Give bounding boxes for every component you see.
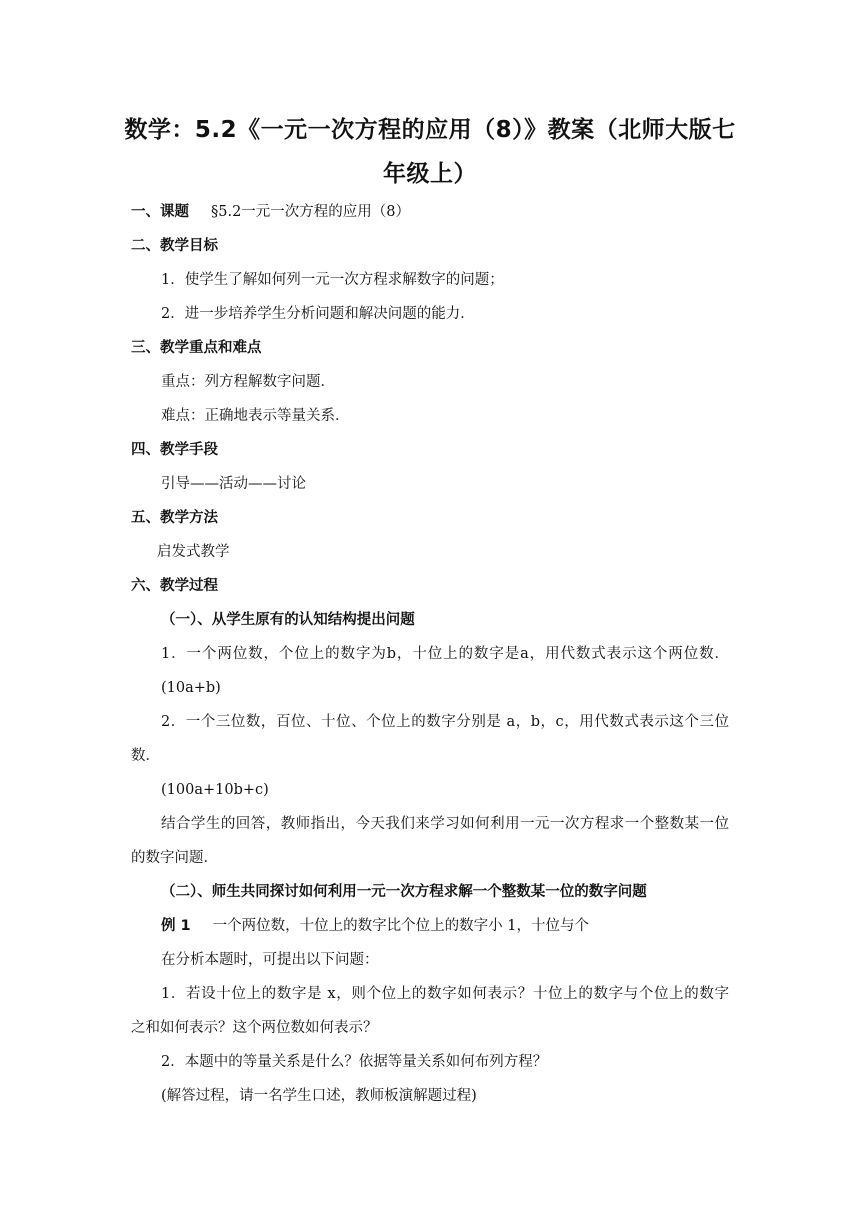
key-point-item: 重点：列方程解数字问题． [161,374,335,390]
objective-item: 2．进一步培养学生分析问题和解决问题的能力． [161,306,475,322]
question-item: 之和如何表示？这个两位数如何表示？ [131,1020,378,1036]
answer-expression: (100a+10b+c) [161,782,269,798]
objective-item: 1．使学生了解如何列一元一次方程求解数字的问题； [161,272,504,288]
section-heading: 一、课题 [131,204,189,220]
paragraph: 1．一个两位数，个位上的数字为b，十位上的数字是a，用代数式表示这个两位数． [161,646,729,662]
answer-expression: (10a+b) [161,680,221,696]
key-point-item: 难点：正确地表示等量关系． [161,408,350,424]
example-line [161,916,589,936]
section-heading: 四、教学手段 [131,442,218,458]
question-item: 2．本题中的等量关系是什么？依据等量关系如何布列方程？ [161,1054,548,1070]
section-topic [131,202,410,222]
example-text: 一个两位数，十位上的数字比个位上的数字小 1，十位与个 [212,918,589,934]
section-heading: 二、教学目标 [131,238,218,254]
subsection-title: （一）、从学生原有的认知结构提出问题 [161,612,415,628]
subsection-title: （二）、师生共同探讨如何利用一元一次方程求解一个整数某一位的数字问题 [161,884,647,900]
title-line-2: 年级上） [383,161,477,187]
note-text: (解答过程，请一名学生口述，教师板演解题过程) [161,1088,477,1104]
example-label: 例 1 [161,918,191,934]
topic-text: §5.2一元一次方程的应用（8） [211,204,411,220]
section-heading: 六、教学过程 [131,578,218,594]
section-heading: 三、教学重点和难点 [131,340,262,356]
teaching-means-text: 引导——活动——讨论 [161,476,306,492]
paragraph: 数． [131,748,160,764]
teaching-method-text: 启发式教学 [157,544,230,560]
paragraph: 在分析本题时，可提出以下问题： [161,952,379,968]
paragraph: 结合学生的回答，教师指出，今天我们来学习如何利用一元一次方程求一个整数某一位 [161,816,729,832]
paragraph: 的数字问题． [131,850,218,866]
title-line-1: 数学：5.2《一元一次方程的应用（8）》教案（北师大版七 [124,117,736,143]
paragraph: 2．一个三位数，百位、十位、个位上的数字分别是 a，b，c，用代数式表示这个三位 [161,714,729,730]
question-item: 1．若设十位上的数字是 x，则个位上的数字如何表示？十位上的数字与个位上的数字 [161,986,729,1002]
section-heading: 五、教学方法 [131,510,218,526]
document-title [120,108,740,196]
